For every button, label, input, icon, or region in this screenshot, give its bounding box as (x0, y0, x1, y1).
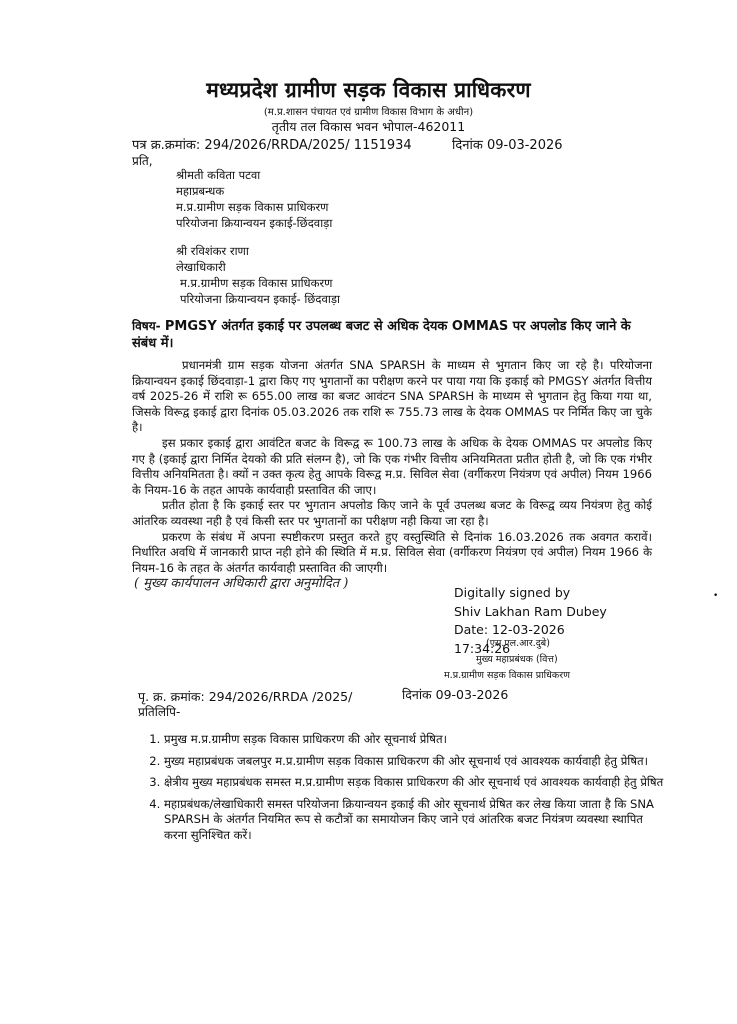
reference-number: पत्र क्र.क्रमांक: 294/2026/RRDA/2025/ 1151934 (132, 138, 412, 153)
addressee2-org: म.प्र.ग्रामीण सड़क विकास प्राधिकरण (180, 276, 333, 290)
signature-line-3: Date: 12-03-2026 (454, 622, 565, 637)
signatory-organization: म.प्र.ग्रामीण सड़क विकास प्राधिकरण (444, 670, 570, 681)
subject-text: PMGSY अंतर्गत इकाई पर उपलब्ध बजट से अधिक देयक OMMAS पर अपलोड किए जाने के संबंध में। (132, 319, 631, 351)
margin-dot: • (713, 591, 719, 601)
list-item: 3. क्षेत्रीय मुख्य महाप्रबंधक समस्त म.प्र.ग्रामीण सड़क विकास प्राधिकरण की ओर सूचनार्थ एवं आवश्यक कार्यवाही हेतु प्रेषित (164, 775, 664, 791)
letterhead-subtitle: (म.प्र.शासन पंचायत एवं ग्रामीण विकास विभाग के अधीन) (263, 107, 474, 118)
signatory-name-hindi: (एस.एल.आर.दुबे) (486, 638, 550, 649)
addressee1-designation: महाप्रबन्धक (176, 184, 225, 198)
body-paragraph-3: प्रतीत होता है कि इकाई स्तर पर भुगतान अपलोड किए जाने के पूर्व उपलब्ध बजट के विरूद्व व्यय नियंत्रण हेतु कोई आंतरिक व्यवस्था नही है एवं किसी स्तर पर भुगतानों का परीक्षण नही किया जा रहा है। (132, 498, 652, 528)
body-paragraph-1: प्रधानमंत्री ग्राम सड़क योजना अंतर्गत SNA SPARSH के माध्यम से भुगतान किए जा रहे है। परियोजना क्रियान्वयन इकाई छिंदवाड़ा-1 द्वारा किए गए भुगतानों का परीक्षण करने पर पाया गया कि इकाई को PMGSY अंतर्गत वित्तीय वर्ष 2025-26 में राशि रू 655.00 लाख का बजट आवंटन SNA SPARSH के माध्यम से भुगतान हेतु किया गया था, जिसके विरूद्व इकाई द्वारा दिनांक 05.03.2026 तक राशि रू 755.73 लाख के देयक OMMAS पर निर्मित किए जा चुके है। (132, 358, 652, 435)
body-paragraph-4: प्रकरण के संबंध में अपना स्पष्टीकरण प्रस्तुत करते हुए वस्तुस्थिति से दिनांक 16.03.2026 तक अवगत करावें। निर्धारित अवधि में जानकारी प्राप्त नही होने की स्थिति में म.प्र. सिविल सेवा (वर्गीकरण नियंत्रण एवं अपील) नियम 1966 के नियम-16 के तहत के अंतर्गत कार्यवाही प्रस्तावित की जाएगी। (132, 529, 652, 575)
list-item: 2. मुख्य महाप्रबंधक जबलपुर म.प्र.ग्रामीण सड़क विकास प्राधिकरण की ओर सूचनार्थ एवं आवश्यक कार्यवाही हेतु प्रेषित। (164, 754, 664, 770)
handwritten-approval-note: ( मुख्य कार्यपालन अधिकारी द्वारा अनुमोदित ) (134, 576, 349, 591)
letterhead-title: मध्यप्रदेश ग्रामीण सड़क विकास प्राधिकरण (206, 78, 531, 102)
endorsement-date: दिनांक 09-03-2026 (402, 687, 509, 702)
body-paragraph-2: इस प्रकार इकाई द्वारा आवंटित बजट के विरूद्व रू 100.73 लाख के अधिक के देयक OMMAS पर अपलोड किए गए है (इकाई द्वारा निर्मित देयको की प्रति संलग्न है), जो कि एक गंभीर वित्तीय अनियमितता प्रतीत होती है, जो कि एक गंभीर वित्तीय अनियमितता है। क्यों न उक्त कृत्य हेतु आपके विरूद्व म.प्र. सिविल सेवा (वर्गीकरण नियंत्रण एवं अपील) नियम 1966 के नियम-16 के तहत आपके कार्यवाही प्रस्तावित की जाए। (132, 435, 652, 497)
signatory-designation: मुख्य महाप्रबंधक (वित्त) (476, 654, 558, 665)
subject-label: विषय- (132, 319, 161, 333)
letter-body (132, 358, 652, 576)
signature-line-4: 17:34:26 (454, 640, 511, 656)
copy-label: प्रतिलिपि- (138, 705, 181, 719)
addressee2-designation: लेखाधिकारी (176, 260, 226, 274)
reference-date: दिनांक 09-03-2026 (452, 138, 563, 153)
subject-line (132, 318, 652, 352)
addressees-label: प्रति, (132, 154, 153, 168)
addressee2-name: श्री रविशंकर राणा (176, 244, 249, 258)
endorsement-number: पृ. क्र. क्रमांक: 294/2026/RRDA /2025/ (138, 689, 353, 704)
addressee1-name: श्रीमती कविता पटवा (176, 168, 261, 182)
addressee1-org: म.प्र.ग्रामीण सड़क विकास प्राधिकरण (176, 200, 329, 214)
signature-line-2: Shiv Lakhan Ram Dubey (454, 603, 607, 619)
list-item: 1. प्रमुख म.प्र.ग्रामीण सड़क विकास प्राधिकरण की ओर सूचनार्थ प्रेषित। (164, 732, 664, 748)
copy-list (144, 732, 664, 850)
addressee1-unit: परियोजना क्रियान्वयन इकाई-छिंदवाड़ा (176, 216, 333, 230)
letterhead-address: तृतीय तल विकास भवन भोपाल-462011 (271, 119, 466, 134)
addressee2-unit: परियोजना क्रियान्वयन इकाई- छिंदवाड़ा (180, 292, 340, 306)
signature-line-1: Digitally signed by (454, 585, 571, 600)
list-item: 4. महाप्रबंधक/लेखाधिकारी समस्त परियोजना क्रियान्वयन इकाई की ओर सूचनार्थ प्रेषित कर लेख किया जाता है कि SNA SPARSH के अंतर्गत नियमित रूप से कटौत्रों का समायोजन किए जाने एवं आंतरिक बजट नियंत्रण व्यवस्था स्थापित करना सुनिश्चित करें। (164, 797, 664, 844)
